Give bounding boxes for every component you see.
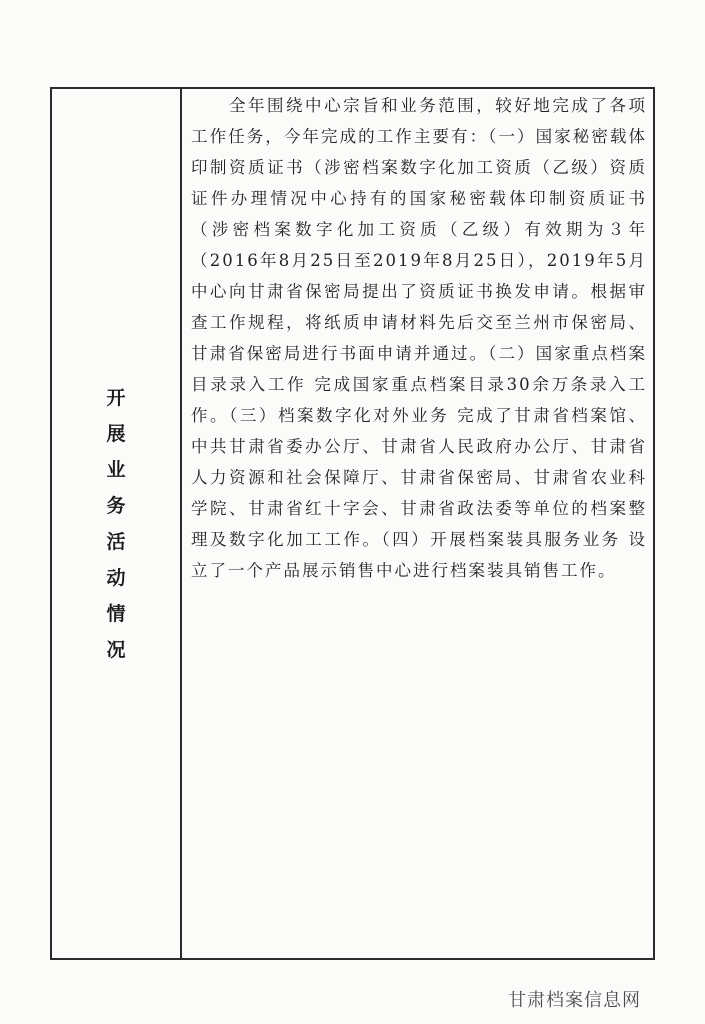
content-paragraph: 全年围绕中心宗旨和业务范围，较好地完成了各项工作任务，今年完成的工作主要有：（一）国家秘密载体印制资质证书（涉密档案数字化加工资质（乙级）资质证件办理情况中心持有的国家秘密载体印制资质证书（涉密档案数字化加工资质（乙级）有效期为３年（2016年8月25日至2019年8月25日），2019年5月中心向甘肃省保密局提出了资质证书换发申请。根据审查工作规程，将纸质申请材料先后交至兰州市保密局、甘肃省保密局进行书面申请并通过。（二）国家重点档案目录录入工作 完成国家重点档案目录30余万条录入工作。（三）档案数字化对外业务 完成了甘肃省档案馆、中共甘肃省委办公厅、甘肃省人民政府办公厅、甘肃省人力资源和社会保障厅、甘肃省保密局、甘肃省农业科学院、甘肃省红十字会、甘肃省政法委等单位的档案整理及数字化加工工作。（四）开展档案装具服务业务 设立了一个产品展示销售中心进行档案装具销售工作。: [191, 96, 647, 580]
section-label: 开展业务活动情况: [106, 386, 126, 661]
label-cell: [52, 89, 180, 958]
column-divider: [180, 87, 182, 960]
site-watermark: 甘肃档案信息网: [508, 990, 641, 1011]
